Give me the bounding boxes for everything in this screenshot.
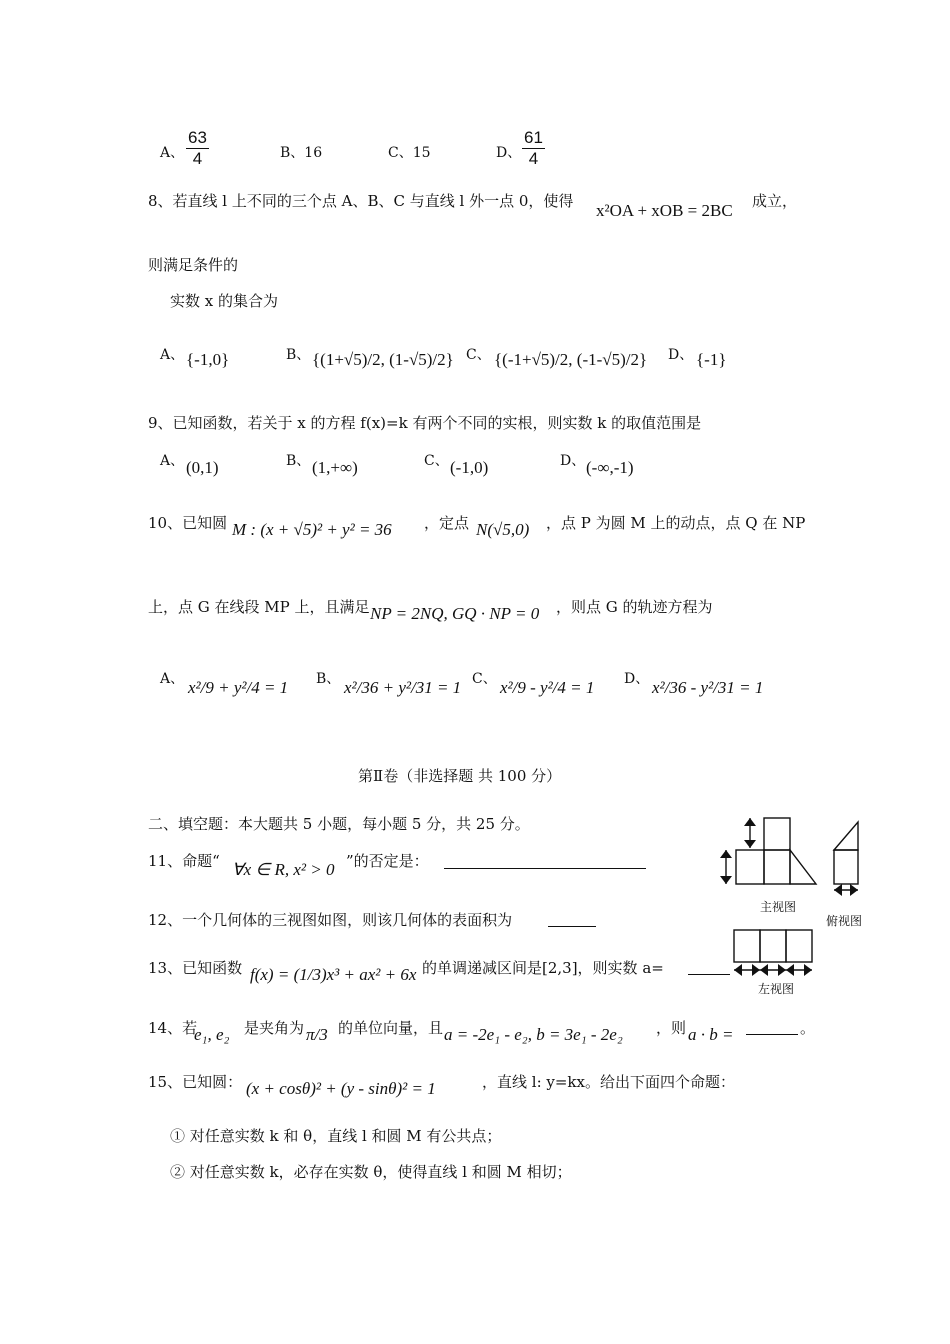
q10-option-d-label: D、 [624,671,650,687]
q9-stem: 9、已知函数，若关于 x 的方程 f(x)=k 有两个不同的实根，则实数 k 的取值范围是 [148,414,702,432]
q13-suffix: 的单调递减区间是[2,3]，则实数 a= [422,959,664,977]
q14-vector-definitions: a = -2e₁ - e₂, b = 3e₁ - 2e₂ [444,1025,623,1044]
q15-prefix: 15、已知圆： [148,1073,243,1091]
q9-option-d-label: D、 [560,453,586,469]
q11-prefix: 11、命题“ [148,852,220,870]
q14-prefix: 14、若 [148,1019,198,1037]
side-view-left-square [734,930,760,962]
q14-suffix: 。 [800,1019,816,1037]
q7-d-denominator: 4 [528,149,539,168]
q9-option-a-value: (0,1) [186,458,219,477]
q8-option-c-value: {(-1+√5)/2, (-1-√5)/2} [494,350,648,369]
q10-vector-condition: NP = 2NQ, GQ · NP = 0 [370,604,540,623]
q13-prefix: 13、已知函数 [148,959,243,977]
q8-option-b-value: {(1+√5)/2, (1-√5)/2} [312,350,454,369]
q15-suffix: ，直线 l: y=kx。给出下面四个命题： [482,1073,735,1091]
q8-line3: 实数 x 的集合为 [170,292,278,310]
q9-option-b-label: B、 [286,453,311,469]
q14-mid2: 的单位向量，且 [338,1019,444,1037]
q15-circle-equation: (x + cosθ)² + (y - sinθ)² = 1 [246,1079,436,1098]
q14-mid3: ，则 [656,1019,687,1037]
q15-proposition-1: ① 对任意实数 k 和 θ，直线 l 和圆 M 有公共点； [170,1127,502,1145]
q7-a-numerator: 63 [188,128,207,147]
q14-unit-vectors: e₁, e₂ [194,1025,230,1044]
q13-formula: f(x) = (1/3)x³ + ax² + 6x [250,965,417,984]
q8-vector-formula: x²OA + xOB = 2BC [596,201,733,220]
q10-mid1: ，定点 [424,514,470,532]
front-view-middle-square [764,850,790,884]
top-view-label: 俯视图 [826,914,863,928]
q9-option-d-value: (-∞,-1) [586,458,634,477]
q12-text: 12、一个几何体的三视图如图，则该几何体的表面积为 [148,911,513,929]
front-view-left-square [736,850,764,884]
part2-title: 第Ⅱ卷（非选择题 共 100 分） [358,767,562,785]
q10-stem2: 上，点 G 在线段 MP 上，且满足 [148,598,370,616]
q10-option-c-label: C、 [472,671,497,687]
q7-option-d-label: D、 [496,145,522,161]
q7-a-denominator: 4 [192,149,203,168]
q8-stem: 8、若直线 l 上不同的三个点 A、B、C 与直线 l 外一点 0，使得 [148,192,574,210]
section-fill-in-heading: 二、填空题：本大题共 5 小题，每小题 5 分，共 25 分。 [148,815,530,833]
q10-circle-equation: M : (x + √5)² + y² = 36 [232,520,392,539]
q9-option-b-value: (1,+∞) [312,458,358,477]
q10-mid2: ，点 P 为圆 M 上的动点，点 Q 在 NP [546,514,806,532]
q10-option-a-value: x²/9 + y²/4 = 1 [188,678,289,697]
q10-option-c-value: x²/9 - y²/4 = 1 [500,678,595,697]
q11-answer-blank [444,868,646,869]
q8-option-d-label: D、 [668,347,694,363]
q10-stem1: 10、已知圆 [148,514,228,532]
q8-option-a-value: {-1,0} [186,350,230,369]
q8-tail: 成立， [752,192,798,210]
q10-tail2: ，则点 G 的轨迹方程为 [556,598,713,616]
q11-suffix: ”的否定是： [346,852,429,870]
q15-proposition-2: ② 对任意实数 k，必存在实数 θ，使得直线 l 和圆 M 相切； [170,1163,572,1181]
side-view-label: 左视图 [758,982,795,996]
side-view-middle-square [760,930,786,962]
q8-option-b-label: B、 [286,347,311,363]
q7-option-a-fraction [186,128,209,169]
q10-option-b-value: x²/36 + y²/31 = 1 [344,678,462,697]
q14-dot-product: a · b = [688,1025,734,1044]
q10-fixed-point: N(√5,0) [476,520,530,539]
q8-option-a-label: A、 [160,347,185,363]
q11-formula: ∀x ∈ R, x² > 0 [232,860,335,879]
q9-option-c-value: (-1,0) [450,458,489,477]
side-view-right-square [786,930,812,962]
q14-mid: 是夹角为 [244,1019,305,1037]
q14-angle: π/3 [306,1025,328,1044]
q14-answer-blank [746,1034,798,1035]
q10-option-a-label: A、 [160,671,185,687]
q7-d-numerator: 61 [524,128,543,147]
q8-option-d-value: {-1} [696,350,727,369]
q7-option-b: B、16 [280,145,323,161]
q10-option-d-value: x²/36 - y²/31 = 1 [652,678,764,697]
q7-option-d-fraction [522,128,545,169]
front-view-label: 主视图 [760,900,797,914]
q10-option-b-label: B、 [316,671,341,687]
front-view-top-square [764,818,790,850]
q7-option-c: C、15 [388,145,431,161]
q9-option-a-label: A、 [160,453,185,469]
q9-option-c-label: C、 [424,453,449,469]
q8-line2: 则满足条件的 [148,256,239,274]
q7-option-a-label: A、 [160,145,185,161]
q8-option-c-label: C、 [466,347,491,363]
front-view-triangle [790,850,816,884]
top-view-triangle [834,822,858,850]
q12-answer-blank [548,926,596,927]
top-view-square [834,850,858,884]
